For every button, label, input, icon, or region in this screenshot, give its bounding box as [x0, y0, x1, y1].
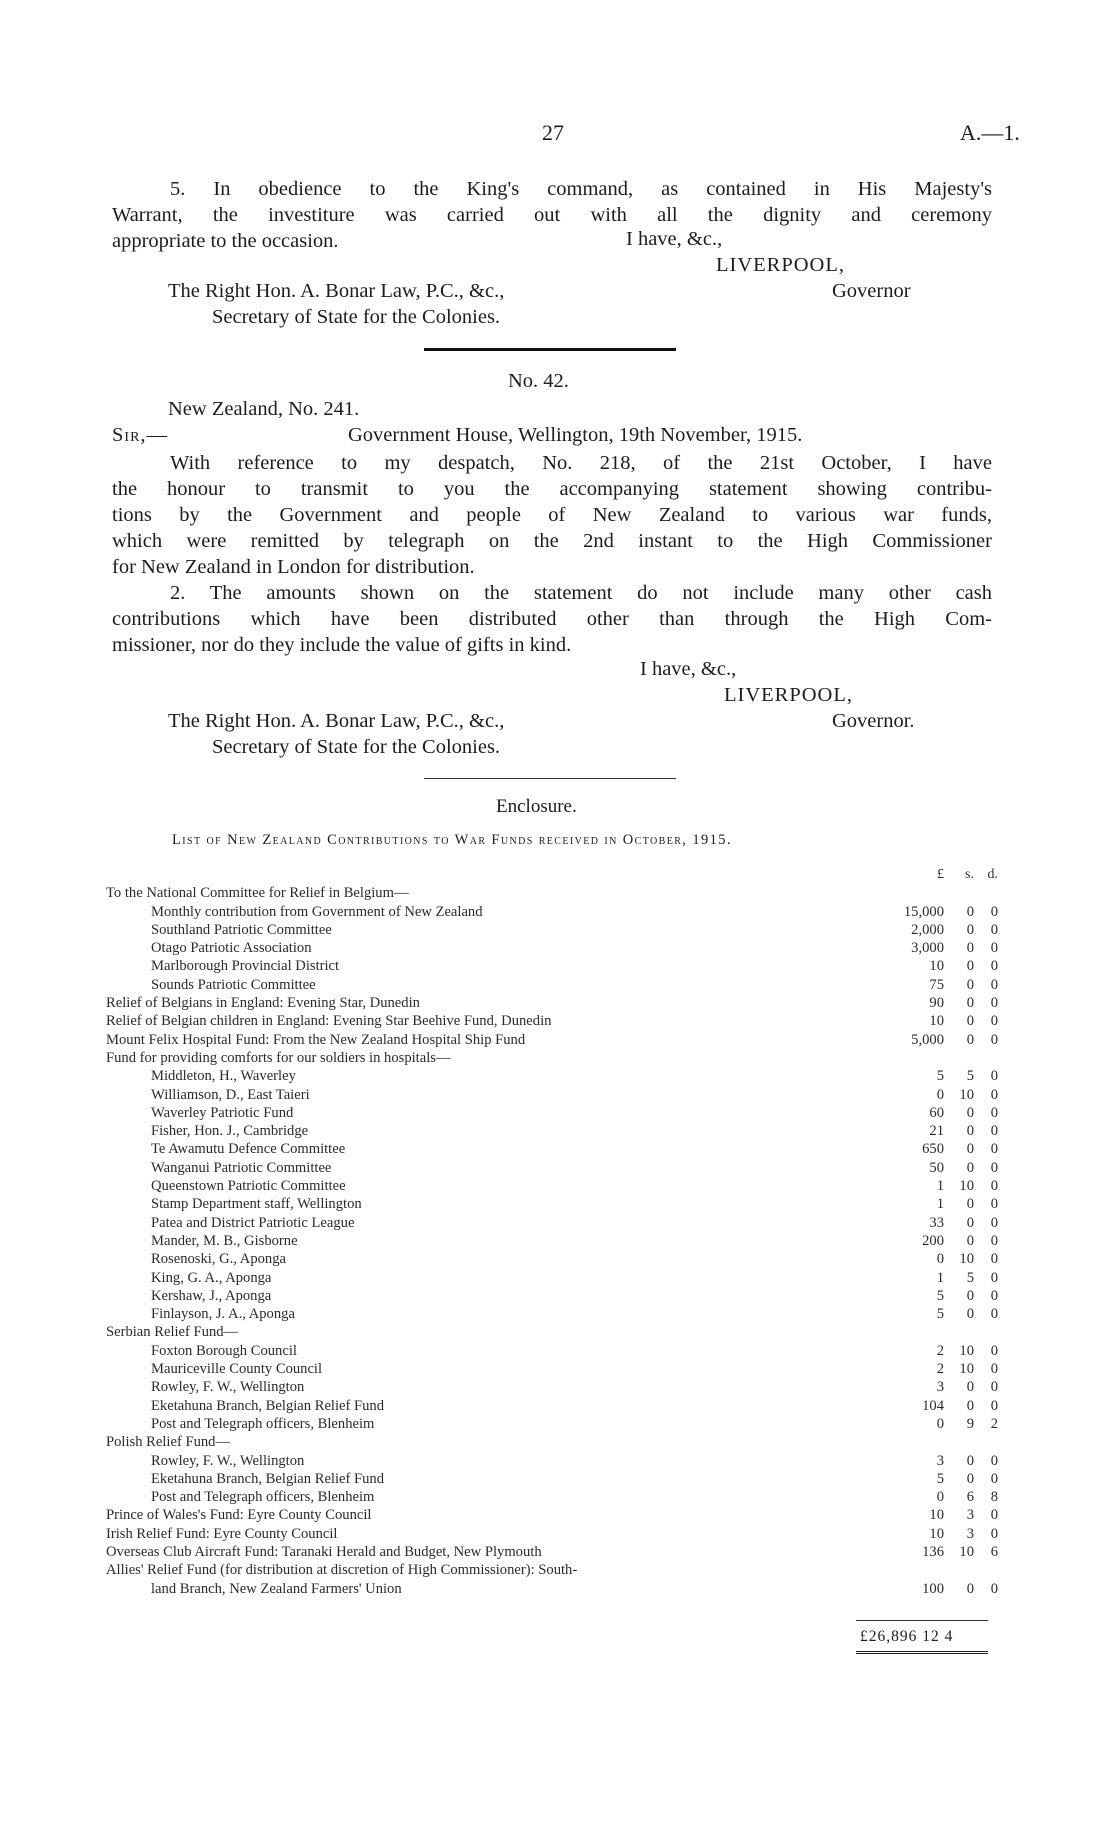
amount-pounds: 3 [936, 1452, 944, 1469]
amount-shillings: 0 [966, 1141, 974, 1158]
row-description: Southland Patriotic Committee [151, 921, 332, 938]
text-line: the honour to transmit to you the accompanying statement showing contribu- [112, 478, 992, 500]
amount-shillings: 0 [966, 1123, 974, 1140]
pounds-column-header: £ [937, 867, 944, 882]
amount-pence: 0 [990, 1031, 998, 1048]
amount-shillings: 0 [966, 1379, 974, 1396]
row-description: Prince of Wales's Fund: Eyre County Council [106, 1507, 372, 1524]
amount-pounds: 2 [936, 1361, 944, 1378]
row-description: Waverley Patriotic Fund [151, 1104, 294, 1121]
row-description: Stamp Department staff, Wellington [151, 1196, 362, 1213]
table-row [106, 976, 996, 994]
table-row [106, 1452, 996, 1470]
pence-column-header: d. [987, 867, 998, 882]
row-description: King, G. A., Aponga [151, 1269, 272, 1286]
row-description: Otago Patriotic Association [151, 940, 312, 957]
amount-shillings: 0 [966, 1159, 974, 1176]
amount-pence: 0 [990, 1361, 998, 1378]
row-description: Middleton, H., Waverley [151, 1068, 296, 1085]
amount-shillings: 0 [966, 976, 974, 993]
letter2-title: Governor. [832, 710, 915, 732]
amount-pence: 0 [990, 1470, 998, 1487]
table-row [106, 1397, 996, 1415]
amount-pence: 0 [990, 1306, 998, 1323]
amount-pence: 0 [990, 1269, 998, 1286]
amount-shillings: 10 [959, 1342, 974, 1359]
table-row [106, 1378, 996, 1396]
amount-pence: 0 [990, 976, 998, 993]
amount-pounds: 136 [922, 1543, 944, 1560]
table-row [106, 1415, 996, 1433]
amount-pence: 0 [990, 1452, 998, 1469]
row-description: Allies' Relief Fund (for distribution at discretion of High Commissioner): South- [106, 1562, 578, 1579]
table-row [106, 1561, 996, 1579]
amount-shillings: 10 [959, 1251, 974, 1268]
letter1-addressee-office: Secretary of State for the Colonies. [212, 306, 501, 328]
amount-shillings: 0 [966, 1013, 974, 1030]
amount-pence: 0 [990, 1580, 998, 1597]
amount-shillings: 10 [959, 1086, 974, 1103]
letter2-addressee: The Right Hon. A. Bonar Law, P.C., &c., [168, 710, 505, 732]
enclosure-heading: Enclosure. [496, 796, 577, 817]
amount-pence: 0 [990, 940, 998, 957]
amount-pounds: 0 [936, 1251, 944, 1268]
row-description: Overseas Club Aircraft Fund: Taranaki Herald and Budget, New Plymouth [106, 1543, 542, 1560]
amount-pounds: 0 [936, 1086, 944, 1103]
currency-header-row [106, 866, 996, 884]
row-description: Patea and District Patriotic League [151, 1214, 355, 1231]
row-description: Irish Relief Fund: Eyre County Council [106, 1525, 338, 1542]
amount-shillings: 0 [966, 1397, 974, 1414]
amount-shillings: 0 [966, 903, 974, 920]
letter2-paragraph1 [112, 450, 992, 580]
total-rule-top [856, 1620, 988, 1621]
amount-pounds: 75 [929, 976, 944, 993]
amount-shillings: 0 [966, 958, 974, 975]
table-row [106, 957, 996, 975]
amount-pounds: 10 [929, 958, 944, 975]
row-description: Eketahuna Branch, Belgian Relief Fund [151, 1470, 385, 1487]
letter1-addressee: The Right Hon. A. Bonar Law, P.C., &c., [168, 280, 505, 302]
amount-pounds: 5 [936, 1470, 944, 1487]
amount-pounds: 15,000 [903, 903, 944, 920]
table-row [106, 1122, 996, 1140]
place-date: Government House, Wellington, 19th November, 1915. [348, 424, 803, 446]
amount-pence: 8 [990, 1489, 998, 1506]
despatch-reference: New Zealand, No. 241. [168, 398, 360, 420]
amount-shillings: 5 [966, 1068, 974, 1085]
letter1-closing: I have, &c., [626, 228, 723, 250]
table-row [106, 1195, 996, 1213]
amount-pounds: 104 [922, 1397, 944, 1414]
text-line: contributions which have been distributed other than through the High Com- [112, 608, 992, 630]
table-row [106, 1031, 996, 1049]
row-description: Rosenoski, G., Aponga [151, 1251, 286, 1268]
letter2-paragraph2 [112, 580, 992, 658]
table-row [106, 1269, 996, 1287]
amount-pence: 0 [990, 1232, 998, 1249]
row-description: Foxton Borough Council [151, 1342, 297, 1359]
table-row [106, 1140, 996, 1158]
table-row [106, 1525, 996, 1543]
amount-pounds: 200 [922, 1232, 944, 1249]
table-row [106, 1086, 996, 1104]
amount-shillings: 0 [966, 1031, 974, 1048]
despatch-number: No. 42. [508, 370, 569, 392]
table-row [106, 1342, 996, 1360]
amount-shillings: 0 [966, 1104, 974, 1121]
amount-pence: 0 [990, 1068, 998, 1085]
table-row [106, 884, 996, 902]
row-description: Marlborough Provincial District [151, 958, 340, 975]
amount-pence: 0 [990, 958, 998, 975]
row-description: Fund for providing comforts for our soldiers in hospitals— [106, 1049, 451, 1066]
amount-pounds: 2,000 [911, 921, 944, 938]
table-row [106, 1543, 996, 1561]
table-row [106, 1159, 996, 1177]
row-description: Sounds Patriotic Committee [151, 976, 316, 993]
amount-pence: 0 [990, 1525, 998, 1542]
amount-pence: 0 [990, 1342, 998, 1359]
amount-pence: 6 [990, 1543, 998, 1560]
table-row [106, 1012, 996, 1030]
table-row [106, 1232, 996, 1250]
row-description: Finlayson, J. A., Aponga [151, 1306, 295, 1323]
table-row [106, 1470, 996, 1488]
amount-shillings: 0 [966, 1214, 974, 1231]
row-description: Relief of Belgian children in England: Evening Star Beehive Fund, Dunedin [106, 1013, 552, 1030]
row-description: Mount Felix Hospital Fund: From the New Zealand Hospital Ship Fund [106, 1031, 526, 1048]
amount-pounds: 1 [936, 1269, 944, 1286]
amount-pounds: 60 [929, 1104, 944, 1121]
text-line: missioner, nor do they include the value of gifts in kind. [112, 634, 572, 656]
amount-shillings: 0 [966, 1470, 974, 1487]
amount-pounds: 5,000 [911, 1031, 944, 1048]
amount-pence: 0 [990, 1141, 998, 1158]
amount-pence: 0 [990, 921, 998, 938]
amount-pence: 0 [990, 1196, 998, 1213]
table-row [106, 1104, 996, 1122]
amount-shillings: 10 [959, 1361, 974, 1378]
table-row [106, 903, 996, 921]
series-code: A.—1. [960, 120, 1020, 145]
amount-pounds: 1 [936, 1178, 944, 1195]
contributions-table [106, 866, 996, 1598]
letter1-paragraph5 [112, 176, 992, 254]
amount-shillings: 0 [966, 940, 974, 957]
amount-pence: 0 [990, 1379, 998, 1396]
amount-pounds: 10 [929, 1013, 944, 1030]
text-line: for New Zealand in London for distribution. [112, 556, 475, 578]
table-row [106, 1049, 996, 1067]
row-description: Queenstown Patriotic Committee [151, 1178, 346, 1195]
row-description: Mauriceville County Council [151, 1361, 323, 1378]
amount-shillings: 10 [959, 1543, 974, 1560]
table-row [106, 1323, 996, 1341]
amount-shillings: 3 [966, 1507, 974, 1524]
table-row [106, 1214, 996, 1232]
amount-pounds: 100 [922, 1580, 944, 1597]
table-row [106, 1067, 996, 1085]
amount-pounds: 3 [936, 1379, 944, 1396]
grand-total: £26,896 12 4 [860, 1628, 954, 1645]
section-divider [424, 348, 676, 351]
table-row [106, 1250, 996, 1268]
row-description: Te Awamutu Defence Committee [151, 1141, 346, 1158]
row-description: Serbian Relief Fund— [106, 1324, 239, 1341]
table-row [106, 1177, 996, 1195]
amount-shillings: 0 [966, 921, 974, 938]
amount-shillings: 0 [966, 1580, 974, 1597]
row-description: land Branch, New Zealand Farmers' Union [151, 1580, 402, 1597]
amount-shillings: 3 [966, 1525, 974, 1542]
amount-shillings: 0 [966, 1452, 974, 1469]
amount-pounds: 10 [929, 1525, 944, 1542]
row-description: Williamson, D., East Taieri [151, 1086, 310, 1103]
amount-pounds: 90 [929, 995, 944, 1012]
table-row [106, 1506, 996, 1524]
row-description: Polish Relief Fund— [106, 1434, 231, 1451]
text-line: which were remitted by telegraph on the 2nd instant to the High Commissioner [112, 530, 992, 552]
amount-pounds: 10 [929, 1507, 944, 1524]
table-row [106, 1488, 996, 1506]
amount-pounds: 1 [936, 1196, 944, 1213]
amount-pounds: 21 [929, 1123, 944, 1140]
amount-shillings: 9 [966, 1415, 974, 1432]
amount-shillings: 0 [966, 1306, 974, 1323]
letter2-closing: I have, &c., [640, 658, 737, 680]
letter1-title: Governor [832, 280, 911, 302]
amount-pence: 0 [990, 1251, 998, 1268]
salutation: Sir,— [112, 424, 169, 446]
amount-shillings: 6 [966, 1489, 974, 1506]
amount-shillings: 0 [966, 1232, 974, 1249]
text-line: With reference to my despatch, No. 218, of the 21st October, I have [170, 452, 992, 474]
amount-shillings: 0 [966, 1196, 974, 1213]
table-body [106, 884, 996, 1598]
amount-shillings: 10 [959, 1178, 974, 1195]
list-title: List of New Zealand Contributions to War Funds received in October, 1915. [172, 832, 732, 848]
amount-pounds: 3,000 [911, 940, 944, 957]
amount-pence: 0 [990, 1159, 998, 1176]
letter1-signer: LIVERPOOL, [716, 254, 846, 276]
amount-shillings: 0 [966, 995, 974, 1012]
letter2-signer: LIVERPOOL, [724, 684, 854, 706]
amount-shillings: 0 [966, 1287, 974, 1304]
amount-pence: 0 [990, 1507, 998, 1524]
amount-shillings: 5 [966, 1269, 974, 1286]
row-description: Relief of Belgians in England: Evening Star, Dunedin [106, 995, 420, 1012]
amount-pence: 0 [990, 1287, 998, 1304]
row-description: Mander, M. B., Gisborne [151, 1232, 298, 1249]
table-row [106, 1287, 996, 1305]
amount-pence: 0 [990, 1178, 998, 1195]
amount-pence: 2 [990, 1415, 998, 1432]
amount-pence: 0 [990, 1013, 998, 1030]
row-description: Kershaw, J., Aponga [151, 1287, 272, 1304]
amount-pence: 0 [990, 1397, 998, 1414]
row-description: Eketahuna Branch, Belgian Relief Fund [151, 1397, 385, 1414]
amount-pence: 0 [990, 995, 998, 1012]
page-number: 27 [542, 120, 564, 145]
section-divider [424, 778, 676, 779]
text-line: appropriate to the occasion. [112, 230, 339, 252]
table-row [106, 994, 996, 1012]
table-row [106, 939, 996, 957]
amount-pounds: 2 [936, 1342, 944, 1359]
row-description: Rowley, F. W., Wellington [151, 1379, 305, 1396]
table-row [106, 1433, 996, 1451]
amount-pounds: 5 [936, 1287, 944, 1304]
total-rule-bottom [856, 1651, 988, 1654]
row-description: To the National Committee for Relief in Belgium— [106, 885, 409, 902]
amount-pence: 0 [990, 903, 998, 920]
text-line: 2. The amounts shown on the statement do not include many other cash [170, 582, 992, 604]
amount-pounds: 50 [929, 1159, 944, 1176]
text-line: 5. In obedience to the King's command, as contained in His Majesty's [170, 178, 992, 200]
amount-pence: 0 [990, 1104, 998, 1121]
amount-pounds: 5 [936, 1306, 944, 1323]
row-description: Wanganui Patriotic Committee [151, 1159, 332, 1176]
text-line: tions by the Government and people of New Zealand to various war funds, [112, 504, 992, 526]
amount-pence: 0 [990, 1123, 998, 1140]
row-description: Monthly contribution from Government of New Zealand [151, 903, 483, 920]
row-description: Post and Telegraph officers, Blenheim [151, 1489, 375, 1506]
table-row [106, 1360, 996, 1378]
amount-pounds: 5 [936, 1068, 944, 1085]
row-description: Post and Telegraph officers, Blenheim [151, 1415, 375, 1432]
letter2-addressee-office: Secretary of State for the Colonies. [212, 736, 501, 758]
amount-pence: 0 [990, 1214, 998, 1231]
text-line: Warrant, the investiture was carried out with all the dignity and ceremony [112, 204, 992, 226]
amount-pence: 0 [990, 1086, 998, 1103]
amount-pounds: 33 [929, 1214, 944, 1231]
amount-pounds: 650 [922, 1141, 944, 1158]
table-row [106, 1580, 996, 1598]
row-description: Rowley, F. W., Wellington [151, 1452, 305, 1469]
row-description: Fisher, Hon. J., Cambridge [151, 1123, 309, 1140]
amount-pounds: 0 [936, 1489, 944, 1506]
table-row [106, 1305, 996, 1323]
table-row [106, 921, 996, 939]
amount-pounds: 0 [936, 1415, 944, 1432]
shillings-column-header: s. [965, 867, 974, 882]
